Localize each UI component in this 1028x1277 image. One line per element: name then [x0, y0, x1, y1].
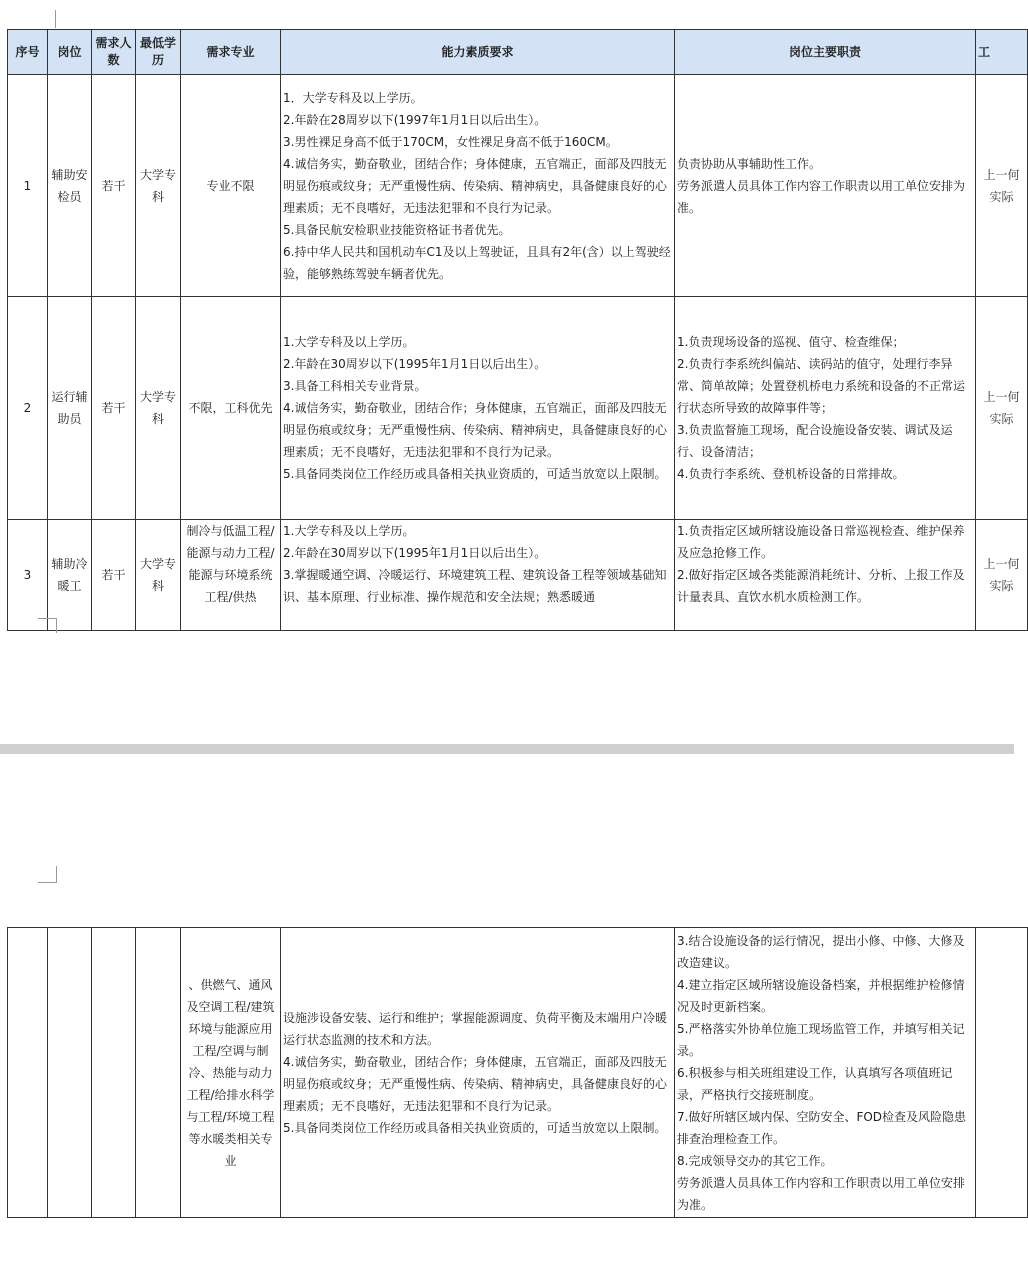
empty-cell [92, 928, 136, 1218]
requirement-item: 4.诚信务实，勤奋敬业，团结合作；身体健康，五官端正，面部及四肢无明显伤痕或纹身；无严重慢性病、传染病、精神病史，具备健康良好的心理素质；无不良嗜好，无违法犯罪和不良行为记录。 [283, 156, 668, 215]
row-duties [675, 75, 976, 297]
row-position: 运行辅助员 [48, 297, 92, 520]
duty-item: 7.做好所辖区域内保、空防安全、FOD检查及风险隐患排查治理检查工作。 [677, 1109, 967, 1146]
row-duties [675, 520, 976, 631]
header-duties: 岗位主要职责 [675, 30, 976, 75]
continuation-table [7, 927, 1028, 1218]
duty-item: 6.积极参与相关班组建设工作，认真填写各项值班记录，严格执行交接班制度。 [677, 1065, 953, 1102]
row-major: 专业不限 [181, 75, 281, 297]
header-position: 岗位 [48, 30, 92, 75]
duty-item: 劳务派遣人员具体工作内容和工作职责以用工单位安排为准。 [677, 1175, 966, 1212]
row-major: 制冷与低温工程/能源与动力工程/能源与环境系统工程/供热 [181, 520, 281, 631]
duty-item: 3.结合设施设备的运行情况，提出小修、中修、大修及改造建议。 [677, 933, 965, 970]
page-corner-mark [38, 866, 57, 883]
row-tail: 上一何实际 [976, 297, 1028, 520]
duty-item: 8.完成领导交办的其它工作。 [677, 1153, 833, 1168]
requirement-item: 1.大学专科及以上学历。 [283, 335, 415, 349]
requirement-item: 2.年龄在28周岁以下(1997年1月1日以后出生）。 [283, 112, 547, 127]
requirement-item: 4.诚信务实，勤奋敬业，团结合作；身体健康，五官端正，面部及四肢无明显伤痕或纹身；无严重慢性病、传染病、精神病史，具备健康良好的心理素质；无不良嗜好，无违法犯罪和不良行为记录。 [283, 401, 668, 459]
duty-item: 1.负责指定区域所辖设施设备日常巡视检查、维护保养及应急抢修工作。 [677, 524, 965, 560]
empty-cell [136, 928, 181, 1218]
duty-item: 3.负责监督施工现场，配合设施设备安装、调试及运行、设备清洁； [677, 423, 953, 459]
page-corner-mark [55, 10, 56, 28]
row-no: 3 [8, 520, 48, 631]
duty-item: 2.做好指定区域各类能源消耗统计、分析、上报工作及计量表具、直饮水机水质检测工作。 [677, 568, 965, 604]
recruitment-table [7, 29, 1028, 631]
row-major: 、供燃气、通风及空调工程/建筑环境与能源应用工程/空调与制冷、热能与动力工程/给排水科学与工程/环境工程等水暖类相关专业 [181, 928, 281, 1218]
row-major: 不限，工科优先 [181, 297, 281, 520]
row-requirements [281, 928, 675, 1218]
duty-item: 负责协助从事辅助性工作。 [677, 156, 822, 171]
page-break [0, 744, 1014, 754]
table-row [8, 520, 1028, 631]
row-education: 大学专科 [136, 75, 181, 297]
table-row [8, 297, 1028, 520]
empty-cell [976, 928, 1028, 1218]
requirement-item: 5.具备同类岗位工作经历或具备相关执业资质的，可适当放宽以上限制。 [283, 467, 667, 481]
row-duties [675, 928, 976, 1218]
requirement-item: 2.年龄在30周岁以下(1995年1月1日以后出生）。 [283, 546, 547, 560]
empty-cell [48, 928, 92, 1218]
requirement-item: 3.掌握暖通空调、冷暖运行、环境建筑工程、建筑设备工程等领域基础知识、基本原理、行业标准、操作规范和安全法规；熟悉暖通 [283, 568, 667, 604]
row-education: 大学专科 [136, 520, 181, 631]
duty-item: 2.负责行李系统纠偏站、读码站的值守，处理行李异常、简单故障；处置登机桥电力系统和设备的不正常运行状态所导致的故障事件等； [677, 357, 966, 415]
row-tail: 上一何实际 [976, 520, 1028, 631]
row-tail: 上一何实际 [976, 75, 1028, 297]
header-no: 序号 [8, 30, 48, 75]
header-count: 需求人数 [92, 30, 136, 75]
header-requirements: 能力素质要求 [281, 30, 675, 75]
empty-cell [8, 928, 48, 1218]
table-header-row [8, 30, 1028, 75]
row-count: 若干 [92, 75, 136, 297]
requirement-item: 1．大学专科及以上学历。 [283, 90, 423, 105]
requirement-item: 5.具备民航安检职业技能资格证书者优先。 [283, 222, 511, 237]
row-requirements [281, 520, 675, 631]
requirement-item: 4.诚信务实，勤奋敬业，团结合作；身体健康，五官端正，面部及四肢无明显伤痕或纹身；无严重慢性病、传染病、精神病史，具备健康良好的心理素质；无不良嗜好，无违法犯罪和不良行为记录。 [283, 1054, 668, 1113]
row-position: 辅助冷暖工 [48, 520, 92, 631]
duty-item: 4.负责行李系统、登机桥设备的日常排故。 [677, 467, 905, 481]
requirement-item: 3.具备工科相关专业背景。 [283, 379, 427, 393]
requirement-item: 设施涉设备安装、运行和维护；掌握能源调度、负荷平衡及末端用户冷暖运行状态监测的技术和方法。 [283, 1010, 668, 1047]
table-row [8, 928, 1028, 1218]
row-no: 1 [8, 75, 48, 297]
row-requirements [281, 75, 675, 297]
header-major: 需求专业 [181, 30, 281, 75]
row-education: 大学专科 [136, 297, 181, 520]
requirement-item: 2.年龄在30周岁以下(1995年1月1日以后出生）。 [283, 357, 547, 371]
requirement-item: 3.男性裸足身高不低于170CM，女性裸足身高不低于160CM。 [283, 134, 618, 149]
duty-item: 5.严格落实外协单位施工现场监管工作，并填写相关记录。 [677, 1021, 965, 1058]
header-education: 最低学历 [136, 30, 181, 75]
duty-item: 1.负责现场设备的巡视、值守、检查维保； [677, 335, 905, 349]
row-requirements [281, 297, 675, 520]
requirement-item: 6.持中华人民共和国机动车C1及以上驾驶证，且具有2年(含）以上驾驶经验，能够熟练驾驶车辆者优先。 [283, 244, 671, 281]
header-tail: 工 [976, 30, 1028, 75]
row-count: 若干 [92, 520, 136, 631]
table-row [8, 75, 1028, 297]
duty-item: 4.建立指定区域所辖设施设备档案，并根据维护检修情况及时更新档案。 [677, 977, 965, 1014]
row-duties [675, 297, 976, 520]
row-count: 若干 [92, 297, 136, 520]
requirement-item: 5.具备同类岗位工作经历或具备相关执业资质的，可适当放宽以上限制。 [283, 1120, 667, 1135]
duty-item: 劳务派遣人员具体工作内容工作职责以用工单位安排为准。 [677, 178, 966, 215]
requirement-item: 1.大学专科及以上学历。 [283, 524, 415, 538]
page-corner-mark [38, 618, 57, 633]
row-no: 2 [8, 297, 48, 520]
row-position: 辅助安检员 [48, 75, 92, 297]
